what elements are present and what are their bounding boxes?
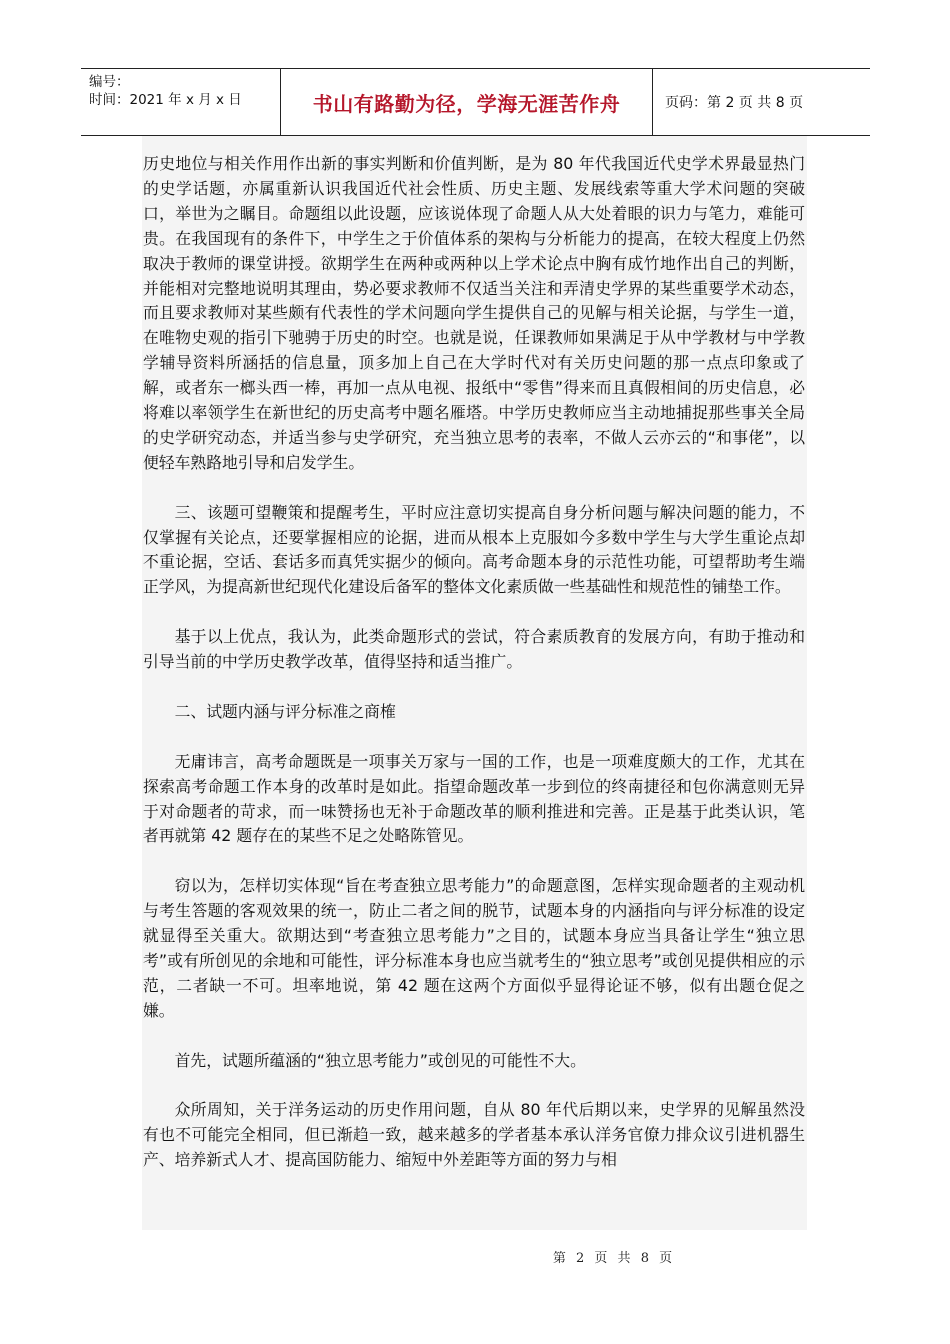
- section-heading: 二、试题内涵与评分标准之商榷: [174, 701, 396, 721]
- date-label: 时间：2021 年 x 月 x 日: [89, 92, 242, 108]
- number-label: 编号：: [89, 74, 130, 90]
- document-body: [143, 152, 805, 1198]
- header-motto-cell: [281, 69, 653, 135]
- paragraph: 三、该题可望鞭策和提醒考生，平时应注意切实提高自身分析问题与解决问题的能力，不仅掌握有关论点，还要掌握相应的论据，进而从根本上克服如今多数中学生与大学生重论点却不重论据，空话、套话多而真凭实据少的倾向。高考命题本身的示范性功能，可望帮助考生端正学风，为提高新世纪现代化建设后备军的整体文化素质做一些基础性和规范性的铺垫工作。: [143, 502, 805, 597]
- paragraph: 无庸讳言，高考命题既是一项事关万家与一国的工作，也是一项难度颇大的工作，尤其在探索高考命题工作本身的改革时是如此。指望命题改革一步到位的终南捷径和包你满意则无异于对命题者的苛求，而一味赞扬也无补于命题改革的顺利推进和完善。正是基于此类认识，笔者再就第 42 题存在的某些不足之处略陈管见。: [143, 751, 805, 846]
- paragraph: 众所周知，关于洋务运动的历史作用问题，自从 80 年代后期以来，史学界的见解虽然没有也不可能完全相同，但已渐趋一致，越来越多的学者基本承认洋务官僚力排众议引进机器生产、培养新式人才、提高国防能力、缩短中外差距等方面的努力与相: [143, 1100, 805, 1170]
- header-page-info-cell: [653, 69, 870, 135]
- page-header: [81, 68, 870, 136]
- paragraph: 窃以为，怎样切实体现“旨在考查独立思考能力”的命题意图，怎样实现命题者的主观动机与考生答题的客观效果的统一，防止二者之间的脱节，试题本身的内涵指向与评分标准的设定就显得至关重大。欲期达到“考查独立思考能力”之目的，试题本身应当具备让学生“独立思考”或有所创见的余地和可能性，评分标准本身也应当就考生的“独立思考”或创见提供相应的示范，二者缺一不可。坦率地说，第 42 题在这两个方面似乎显得论证不够，似有出题仓促之嫌。: [143, 876, 805, 1020]
- header-meta: [81, 69, 281, 135]
- paragraph: 基于以上优点，我认为，此类命题形式的尝试，符合素质教育的发展方向，有助于推动和引导当前的中学历史教学改革，值得坚持和适当推广。: [143, 627, 805, 672]
- page-info: 页码：第 2 页 共 8 页: [665, 95, 804, 111]
- paragraph: 首先，试题所蕴涵的“独立思考能力”或创见的可能性不大。: [174, 1050, 586, 1070]
- motto: 书山有路勤为径，学海无涯苦作舟: [312, 91, 621, 116]
- page-footer: 第 2 页 共 8 页: [552, 1251, 676, 1266]
- paragraph: 历史地位与相关作用作出新的事实判断和价值判断，是为 80 年代我国近代史学术界最显热门的史学话题，亦属重新认识我国近代社会性质、历史主题、发展线索等重大学术问题的突破口，举世为之瞩目。命题组以此设题，应该说体现了命题人从大处着眼的识力与笔力，难能可贵。在我国现有的条件下，中学生之于价值体系的架构与分析能力的提高，在较大程度上仍然取决于教师的课堂讲授。欲期学生在两种或两种以上学术论点中胸有成竹地作出自己的判断，并能相对完整地说明其理由，势必要求教师不仅适当关注和弄清史学界的某些重要学术动态，而且要求教师对某些颇有代表性的学术问题向学生提供自己的见解与相关论据，与学生一道，在唯物史观的指引下驰骋于历史的时空。也就是说，任课教师如果满足于从中学教材与中学教学辅导资料所涵括的信息量，顶多加上自己在大学时代对有关历史问题的那一点点印象或了解，或者东一榔头西一棒，再加一点从电视、报纸中“零售”得来而且真假相间的历史信息，必将难以率领学生在新世纪的历史高考中题名雁塔。中学历史教师应当主动地捕捉那些事关全局的史学研究动态，并适当参与史学研究，充当独立思考的表率，不做人云亦云的“和事佬”，以便轻车熟路地引导和启发学生。: [143, 154, 805, 472]
